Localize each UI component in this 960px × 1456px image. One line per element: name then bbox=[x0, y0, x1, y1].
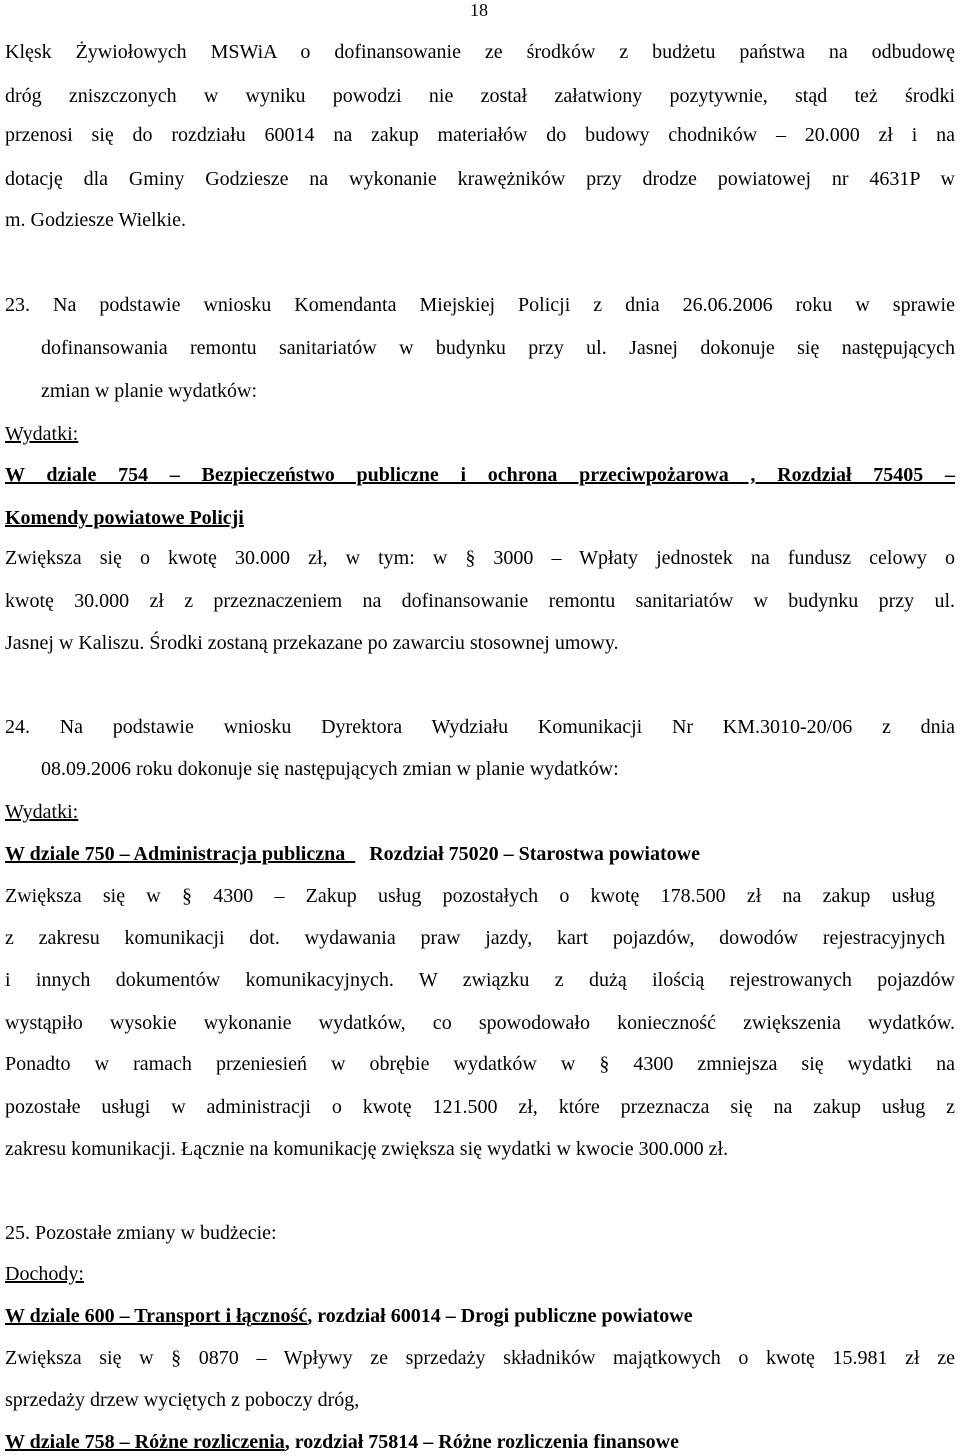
dzial-750-rozdzial: Rozdział 75020 – Starostwa powiatowe bbox=[369, 843, 700, 865]
section-label-wydatki: Wydatki: bbox=[5, 423, 79, 445]
paragraph-line: pozostałe usługi w administracji o kwotę 121.500 zł, które przeznacza się na zakup usług z bbox=[5, 1096, 955, 1118]
paragraph-line: Ponadto w ramach przeniesień w obrębie wydatków w § 4300 zmniejsza się wydatki na bbox=[5, 1053, 955, 1075]
page-number: 18 bbox=[470, 0, 488, 20]
dzial-758-line bbox=[5, 1430, 955, 1454]
item-24-heading: 24. Na podstawie wniosku Dyrektora Wydziału Komunikacji Nr KM.3010-20/06 z dnia bbox=[5, 716, 955, 738]
paragraph-line: Zwiększa się w § 4300 – Zakup usług pozostałych o kwotę 178.500 zł na zakup usług bbox=[5, 885, 935, 907]
dzial-600-rozdzial: , rozdział 60014 – Drogi publiczne powiatowe bbox=[307, 1305, 693, 1327]
dzial-600-line bbox=[5, 1304, 955, 1328]
paragraph-line: z zakresu komunikacji dot. wydawania praw jazdy, kart pojazdów, dowodów rejestracyjnych bbox=[5, 927, 945, 949]
item-25-heading: 25. Pozostałe zmiany w budżecie: bbox=[5, 1222, 277, 1244]
paragraph-line: dróg zniszczonych w wyniku powodzi nie został załatwiony pozytywnie, stąd też środki bbox=[5, 85, 955, 107]
paragraph-line: przenosi się do rozdziału 60014 na zakup materiałów do budowy chodników – 20.000 zł i na bbox=[5, 124, 955, 146]
paragraph-line: i innych dokumentów komunikacyjnych. W związku z dużą ilością rejestrowanych pojazdów bbox=[5, 969, 955, 991]
paragraph-line: dofinansowania remontu sanitariatów w budynku przy ul. Jasnej dokonuje się następujących bbox=[41, 337, 955, 359]
section-label-wydatki: Wydatki: bbox=[5, 801, 79, 823]
dzial-750-underlined: W dziale 750 – Administracja publiczna bbox=[5, 843, 356, 865]
dzial-754-line: Komendy powiatowe Policji bbox=[5, 507, 244, 529]
dzial-754-line: W dziale 754 – Bezpieczeństwo publiczne i ochrona przeciwpożarowa , Rozdział 75405 – bbox=[5, 464, 955, 486]
paragraph-line: zmian w planie wydatków: bbox=[41, 380, 258, 402]
paragraph-line: dotację dla Gminy Godziesze na wykonanie krawężników przy drodze powiatowej nr 4631P w bbox=[5, 168, 955, 190]
paragraph-line: sprzedaży drzew wyciętych z poboczy dróg, bbox=[5, 1389, 360, 1411]
item-23-heading: 23. Na podstawie wniosku Komendanta Miejskiej Policji z dnia 26.06.2006 roku w sprawie bbox=[5, 294, 955, 316]
paragraph-line: Zwiększa się o kwotę 30.000 zł, w tym: w § 3000 – Wpłaty jednostek na fundusz celowy o bbox=[5, 547, 955, 569]
dzial-600-underlined: W dziale 600 – Transport i łączność bbox=[5, 1305, 308, 1327]
dzial-758-underlined: W dziale 758 – Różne rozliczenia bbox=[5, 1431, 285, 1453]
paragraph-line: 08.09.2006 roku dokonuje się następujących zmian w planie wydatków: bbox=[41, 758, 619, 780]
paragraph-line: wystąpiło wysokie wykonanie wydatków, co spowodowało konieczność zwiększenia wydatków. bbox=[5, 1012, 955, 1034]
paragraph-line: zakresu komunikacji. Łącznie na komunikację zwiększa się wydatki w kwocie 300.000 zł. bbox=[5, 1138, 729, 1160]
dzial-750-line bbox=[5, 842, 955, 866]
section-label-dochody: Dochody: bbox=[5, 1263, 84, 1285]
paragraph-line: m. Godziesze Wielkie. bbox=[5, 209, 186, 231]
paragraph-line: Klęsk Żywiołowych MSWiA o dofinansowanie ze środków z budżetu państwa na odbudowę bbox=[5, 41, 955, 63]
paragraph-line: Zwiększa się w § 0870 – Wpływy ze sprzedaży składników majątkowych o kwotę 15.981 zł ze bbox=[5, 1347, 955, 1369]
paragraph-line: kwotę 30.000 zł z przeznaczeniem na dofinansowanie remontu sanitariatów w budynku przy ul. bbox=[5, 590, 955, 612]
dzial-758-rozdzial: , rozdział 75814 – Różne rozliczenia finansowe bbox=[284, 1431, 679, 1453]
paragraph-line: Jasnej w Kaliszu. Środki zostaną przekazane po zawarciu stosownej umowy. bbox=[5, 632, 619, 654]
